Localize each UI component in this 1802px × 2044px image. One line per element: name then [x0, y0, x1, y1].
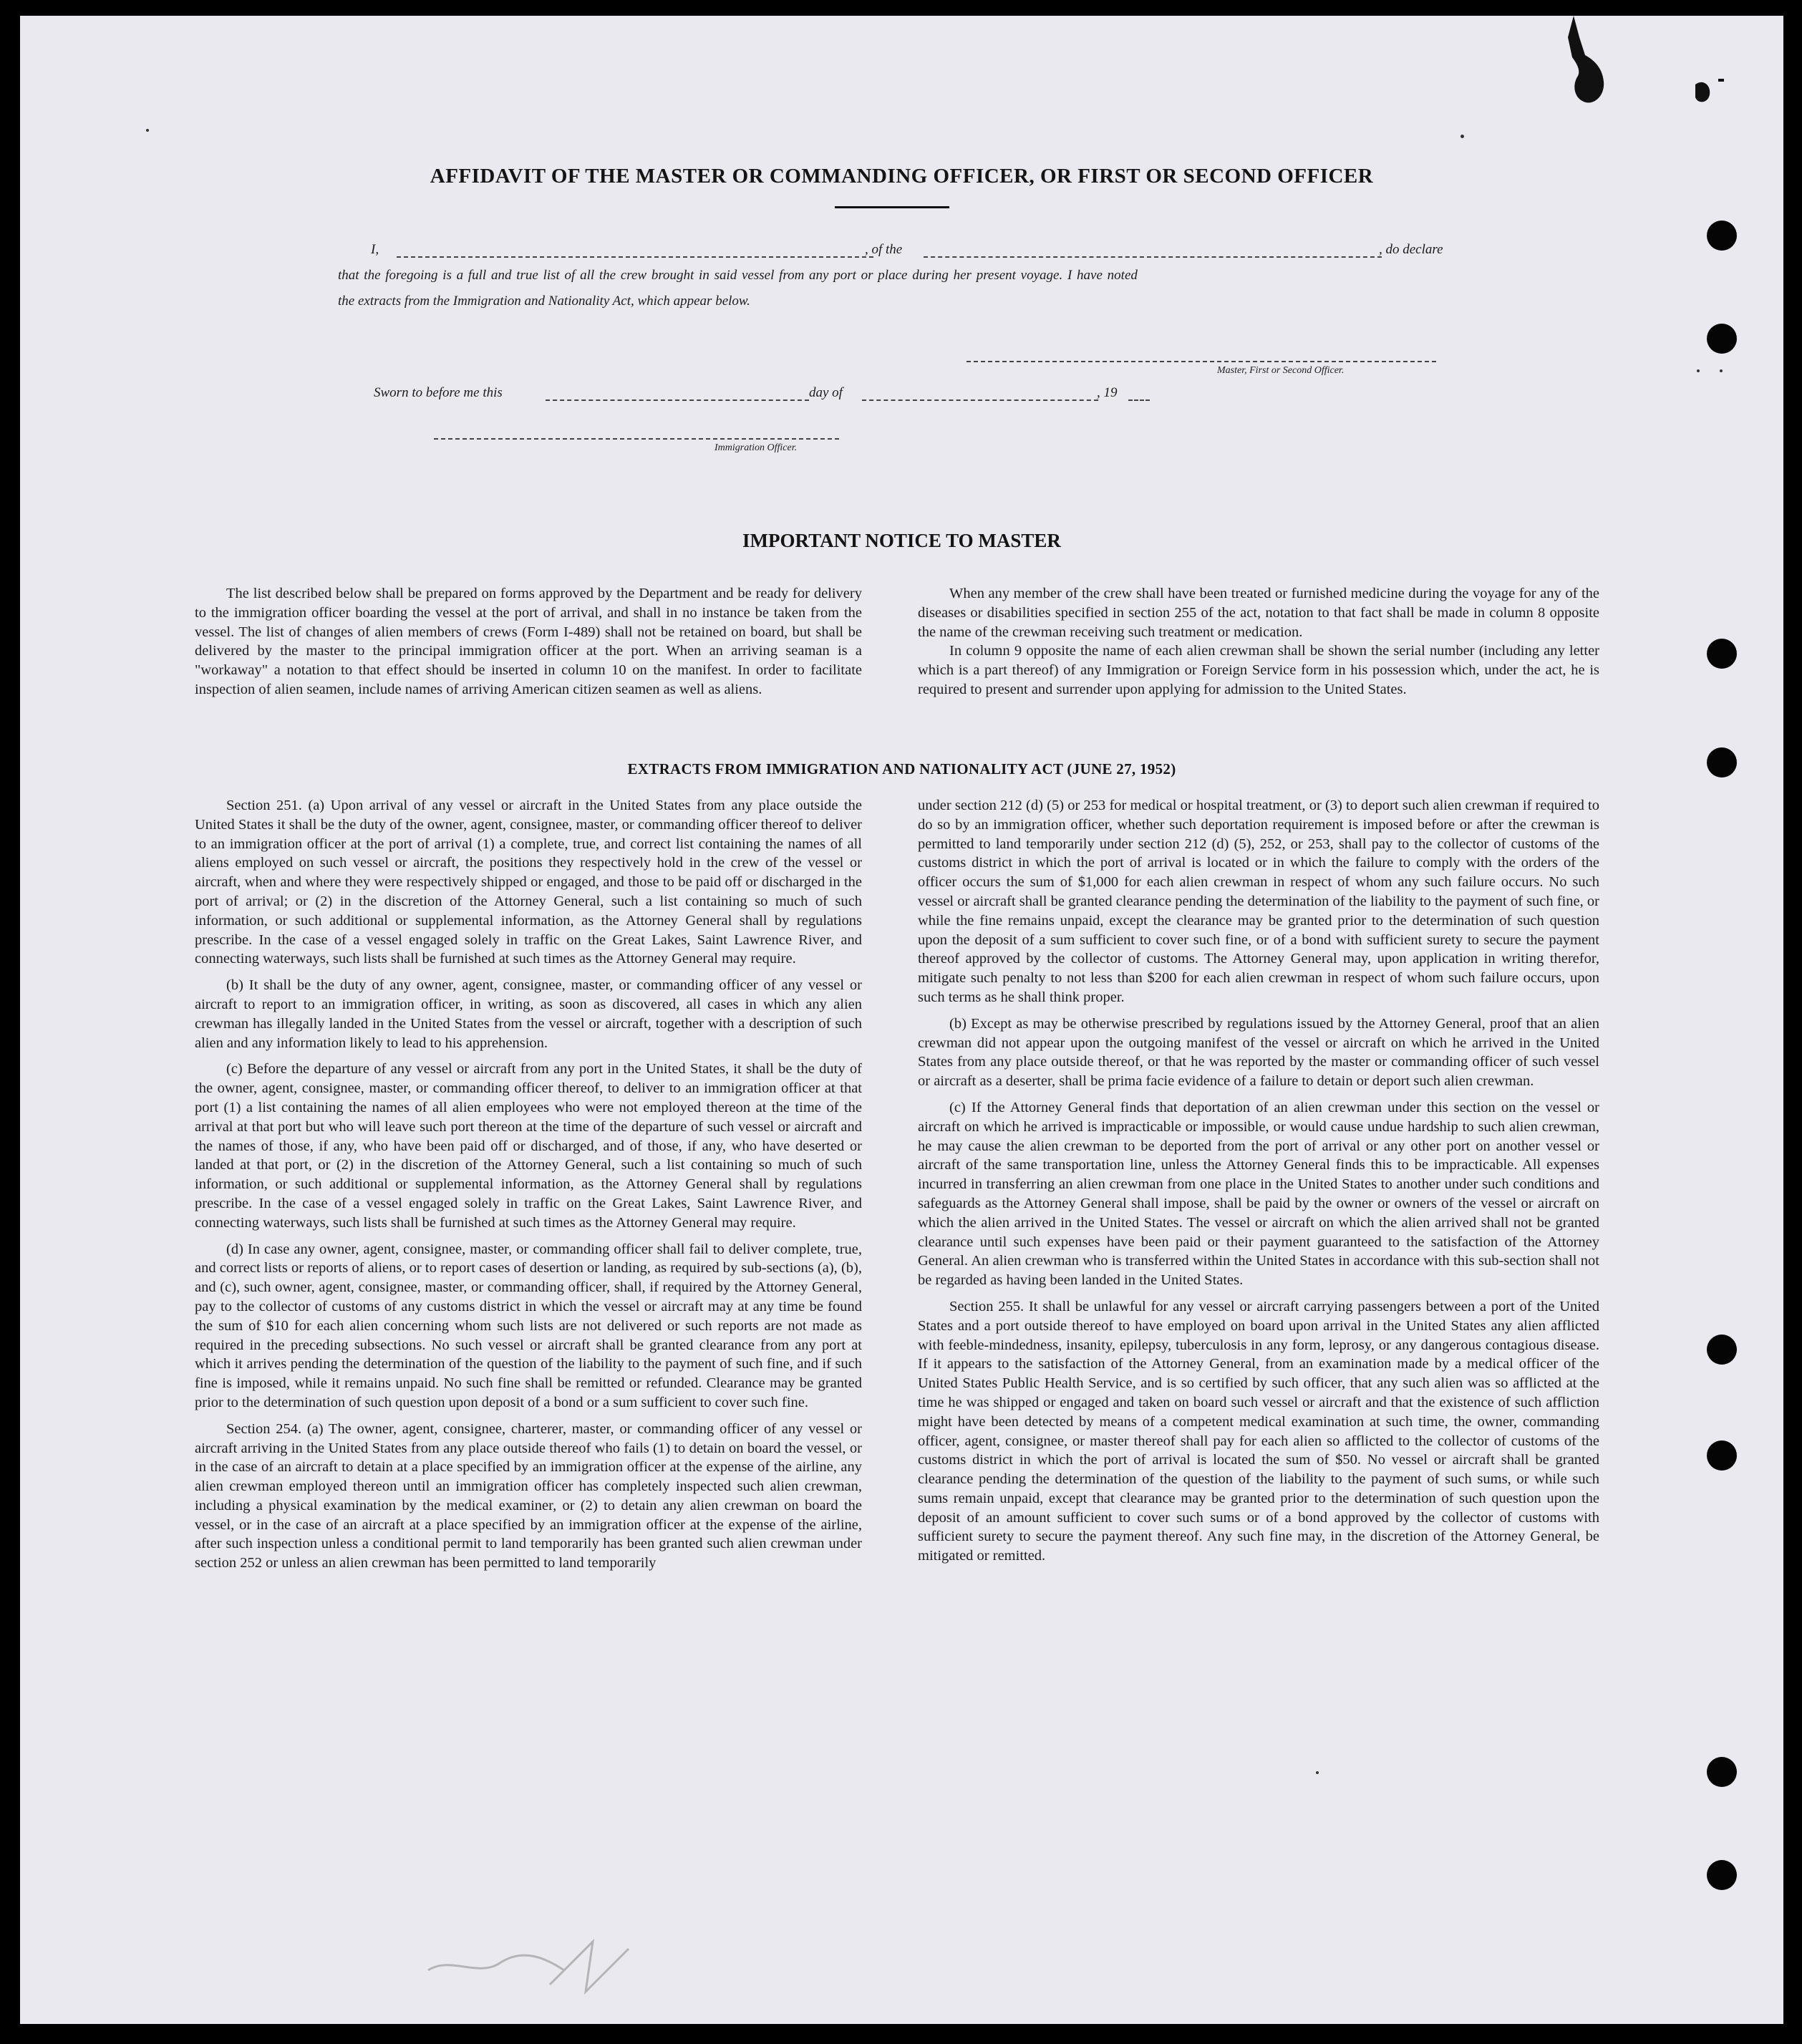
section-255: Section 255. It shall be unlawful for any vessel or aircraft carrying passengers between a port of the United States and a port outside thereof to have employed on board upon arrival in the United States any alien afflicted with feeble-mindedness, insanity, epilepsy, tuberculosis in any form, leprosy, or any dangerous contagious disease. If it appears to the satisfaction of the Attorney General, from an examination made by a medical officer of the United States Public Health Service, and is so certified by such officer, that any such alien was so afflicted at the time he was shipped or engaged and taken on board such vessel or aircraft and that the existence of such affliction might have been detected by means of a competent medical examination at such time, the owner, commanding officer, agent, consignee, or master thereof shall pay for each alien so afflicted to the collector of customs of the customs district in which the port of arrival is located the sum of $50. No vessel or aircraft shall be granted clearance pending the determination of the question of the liability to the payment of such sums, or while such sums remain unpaid, except that clearance may be granted prior to the determination of such question upon the deposit of an amount sufficient to cover such sums or of a bond approved by the collector of customs with sufficient surety to secure the payment thereof. Any such fine may, in the discretion of the Attorney General, be mitigated or remitted. [918, 1298, 1599, 1564]
sworn-month-field[interactable] [862, 399, 1098, 401]
section-254-a-continued: under section 212 (d) (5) or 253 for medical or hospital treatment, or (3) to deport such alien crewman if required to do so by an immigration officer, whether such deportation requirement is imposed before or after the crewman is permitted to land temporarily under section 212 (d) (5), 252, or 253, shall pay to the collector of customs of the customs district in which the port of arrival is located or in which the failure to comply with the orders of the officer occurs the sum of $1,000 for each alien crewman in respect of whom any such failure occurs. No such vessel or aircraft shall be granted clearance pending the determination of the liability to the payment of such fine, or while the fine remains unpaid, except the clearance may be granted prior to the determination of such question upon the deposit of a sum sufficient to cover such fine, or of a bond with sufficient surety to secure the payment thereof approved by the collector of customs. The Attorney General may, upon application in writing therefor, mitigate such penalty to not less than $200 for each alien crewman in respect of whom such failure occurs, upon such terms as he shall think proper. [918, 798, 1599, 1005]
faint-stamp-mark [421, 1927, 657, 2006]
punch-hole-1 [1707, 221, 1737, 251]
punch-hole-5 [1707, 1335, 1737, 1365]
punch-hole-8 [1707, 1860, 1737, 1890]
immigration-officer-signature-field[interactable] [434, 438, 839, 440]
master-signature-field[interactable] [967, 361, 1436, 362]
affidavit-statement: that the foregoing is a full and true list of all the crew brought in said vessel from any port or place during her present voyage. I have noted [338, 268, 1138, 283]
ink-speck [1690, 72, 1733, 115]
notice-title: IMPORTANT NOTICE TO MASTER [742, 530, 1061, 551]
sworn-year-field[interactable] [1128, 399, 1150, 401]
section-251-b: (b) It shall be the duty of any owner, agent, consignee, master, or commanding officer of any vessel or aircraft to report to an immigration officer, in writing, as soon as discovered, all cases in which any alien crewman has illegally landed in the United States from the vessel or aircraft, together with a description of such alien and any information likely to lead to his apprehension. [195, 977, 862, 1051]
day-of-label: day of [809, 385, 843, 400]
section-254-a: Section 254. (a) The owner, agent, consignee, charterer, master, or commanding officer of any vessel or aircraft arriving in the United States from any place outside thereof who fails (1) to detain on board the vessel, or in the case of an aircraft to detain at a place specified by an immigration officer at the expense of the airline, any alien crewman employed thereon until an immigration officer has completely inspected such alien crewman, including a physical examination by the medical examiner, or (2) to detain any alien crewman on board the vessel, or in the case of an aircraft at a place specified by an immigration officer at the expense of the airline, after such inspection unless a conditional permit to land temporarily has been granted such alien crewman under section 252 or unless an alien crewman has been permitted to land temporarily [195, 1420, 862, 1571]
vessel-prefix: , of the [865, 242, 903, 257]
title-underline [835, 206, 949, 208]
notice-left-paragraph: The list described below shall be prepared on forms approved by the Department and be ready for delivery to the immigration officer boarding the vessel at the port of arrival, and shall in no instance be taken from the vessel. The list of changes of alien members of crews (Form I-489) shall not be retained on board, but shall be delivered by the master to the principal immigration officer at the port. When an arriving seaman is a "workaway" a notation to that effect should be inserted in column 10 on the manifest. In order to facilitate inspection of alien seamen, include names of arriving American citizen seamen as well as aliens. [195, 586, 862, 697]
sworn-day-field[interactable] [546, 399, 809, 401]
notice-right-paragraph-1: When any member of the crew shall have been treated or furnished medicine during the voyage for any of the diseases or disabilities specified in section 255 of the act, notation to that fact shall be made in column 8 opposite the name of the crewman receiving such treatment or medication. [918, 586, 1599, 640]
ink-blot [1552, 16, 1638, 123]
punch-hole-6 [1707, 1440, 1737, 1471]
section-251-c: (c) Before the departure of any vessel or aircraft from any port in the United States, it shall be the duty of the owner, agent, consignee, master, or commanding officer thereof, to deliver to an immigration officer at that port (1) a list containing the names of all alien employees who were not employed thereon at the time of the arrival at that port but who will leave such port thereon at the time of the departure of such vessel or aircraft and the names of those, if any, who have been paid off or discharged, and of those, if any, who have deserted or landed at that port, or (2) in the discretion of the Attorney General, such a list containing so much of such information, or such additional or supplemental information, as the Attorney General shall by regulations prescribe. In the case of a vessel engaged solely in traffic on the Great Lakes, Saint Lawrence River, and connecting waterways, such lists shall be furnished at such times as the Attorney General may require. [195, 1061, 862, 1231]
punch-hole-3 [1707, 639, 1737, 669]
extracts-right-column [918, 796, 1599, 1573]
section-251-d: (d) In case any owner, agent, consignee, master, or commanding officer shall fail to deliver complete, true, and correct lists or reports of aliens, or to report cases of desertion or landing, as required by sub-sections (a), (b), and (c), such owner, agent, consignee, master, or commanding officer, shall, if required by the Attorney General, pay to the collector of customs of any customs district in which the vessel or aircraft may at any time be found the sum of $10 for each alien concerning whom such lists are not delivered or such reports are not made as required in the preceding subsections. No such vessel or aircraft shall be granted clearance from any port at which it arrives pending the determination of the question of the liability to the payment of such fine, and if such fine is imposed, while it remains unpaid. No such fine shall be remitted or refunded. Clearance may be granted prior to the determination of such question upon deposit of a bond or a sum sufficient to cover such fine. [195, 1241, 862, 1410]
master-caption: Master, First or Second Officer. [1217, 365, 1345, 376]
notice-right-paragraph-2: In column 9 opposite the name of each alien crewman shall be shown the serial number (including any letter which is a part thereof) of any Immigration or Foreign Service form in his possession which, under the act, he is required to present and surrender upon applying for admission to the United States. [918, 643, 1599, 697]
punch-hole-2 [1707, 324, 1737, 354]
punch-hole-7 [1707, 1757, 1737, 1787]
document-page [20, 16, 1783, 2024]
declarant-name-field[interactable] [397, 256, 873, 258]
extracts-title: EXTRACTS FROM IMMIGRATION AND NATIONALITY ACT (JUNE 27, 1952) [627, 760, 1176, 778]
immigration-officer-caption: Immigration Officer. [714, 442, 798, 453]
extracts-left-column [195, 796, 862, 1580]
section-251-a: Section 251. (a) Upon arrival of any vessel or aircraft in the United States from any place outside the United States it shall be the duty of the owner, agent, consignee, master, or commanding officer thereof to deliver to an immigration officer at the port of arrival (1) a complete, true, and correct list containing the names of all aliens employed on such vessel or aircraft, the positions they respectively hold in the crew of the vessel or aircraft, when and where they were respectively shipped or engaged, and those to be paid off or discharged in the port of arrival; or (2) in the discretion of the Attorney General, such a list containing so much of such information, or such additional or supplemental information, as the Attorney General shall by regulations prescribe. In the case of a vessel engaged solely in traffic on the Great Lakes, Saint Lawrence River, and connecting waterways, such lists shall be furnished at such times as the Attorney General may require. [195, 798, 862, 967]
declarant-prefix: I, [371, 242, 379, 257]
affidavit-statement-2: the extracts from the Immigration and Nationality Act, which appear below. [338, 294, 750, 309]
notice-right-column [918, 584, 1599, 699]
section-254-b: (b) Except as may be otherwise prescribed by regulations issued by the Attorney General, proof that an alien crewman did not appear upon the outgoing manifest of the vessel or aircraft on which he arrived in the United States from any place outside thereof, or that he was reported by the master or commanding officer of such vessel or aircraft as a deserter, shall be prima facie evidence of a failure to detain or deport such alien crewman. [918, 1015, 1599, 1090]
sworn-label: Sworn to before me this [374, 385, 503, 400]
declare-text: , do declare [1379, 242, 1443, 257]
vessel-name-field[interactable] [924, 256, 1382, 258]
section-254-c: (c) If the Attorney General finds that deportation of an alien crewman under this section on the vessel or aircraft on which he arrived is impracticable or impossible, or would cause undue hardship to such alien crewman, he may cause the alien crewman to be deported from the port of arrival or any other port on another vessel or aircraft of the same transportation line, unless the Attorney General finds this to be impracticable. All expenses incurred in transferring an alien crewman from one place in the United States to another under such conditions and safeguards as the Attorney General shall impose, shall be paid by the owner or owners of the vessel or aircraft on which the alien arrived in the United States. The vessel or aircraft on which the alien arrived shall not be granted clearance until such expenses have been paid or their payment guaranteed to the satisfaction of the Attorney General. An alien crewman who is transferred within the United States in accordance with this sub-section shall not be regarded as having been landed in the United States. [918, 1099, 1599, 1289]
year-prefix: , 19 [1097, 385, 1118, 400]
affidavit-title: AFFIDAVIT OF THE MASTER OR COMMANDING OFFICER, OR FIRST OR SECOND OFFICER [430, 165, 1374, 188]
